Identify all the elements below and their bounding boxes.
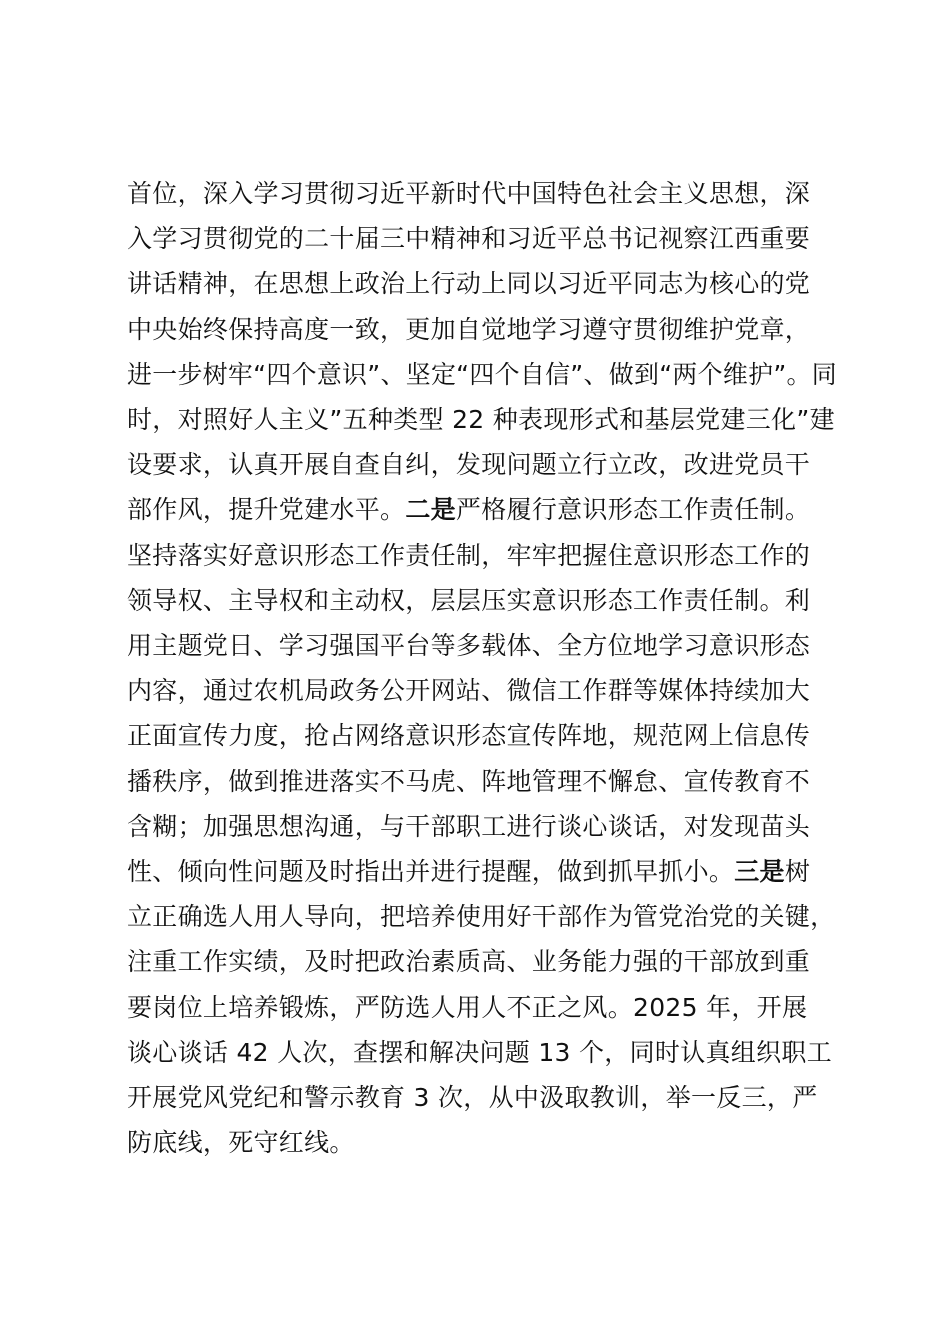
text-segment: 部作风，提升党建水平。 <box>127 495 406 525</box>
bold-heading-marker: 二是 <box>405 495 456 525</box>
text-line <box>127 894 837 939</box>
text-line <box>127 939 837 984</box>
text-line <box>127 533 837 578</box>
text-segment: 时，对照好人主义”五种类型 22 种表现形式和基层党建三化”建 <box>127 405 835 435</box>
text-segment: 防底线，死守红线。 <box>127 1128 355 1158</box>
bold-heading-marker: 三是 <box>734 857 785 887</box>
text-segment: 树 <box>784 857 811 887</box>
text-segment: 中央始终保持高度一致，更加自觉地学习遵守贯彻维护党章， <box>127 314 811 344</box>
text-line <box>127 307 837 352</box>
text-line <box>127 668 837 713</box>
text-segment: 注重工作实绩，及时把政治素质高、业务能力强的干部放到重 <box>127 947 811 977</box>
text-line <box>127 442 837 487</box>
text-line <box>127 487 837 532</box>
text-segment: 内容，通过农机局政务公开网站、微信工作群等媒体持续加大 <box>127 676 811 706</box>
text-segment: 立正确选人用人导向，把培养使用好干部作为管党治党的关键， <box>127 902 836 932</box>
body-paragraph <box>127 171 837 1165</box>
text-segment: 要岗位上培养锻炼，严防选人用人不正之风。2025 年，开展 <box>127 992 808 1022</box>
text-line <box>127 578 837 623</box>
text-line <box>127 849 837 894</box>
text-line <box>127 216 837 261</box>
text-line <box>127 397 837 442</box>
text-segment: 播秩序，做到推进落实不马虎、阵地管理不懈怠、宣传教育不 <box>127 766 811 796</box>
text-line <box>127 759 837 804</box>
text-segment: 领导权、主导权和主动权，层层压实意识形态工作责任制。利 <box>127 585 811 615</box>
text-line <box>127 1075 837 1120</box>
text-line <box>127 352 838 397</box>
text-line <box>127 985 837 1030</box>
text-line <box>127 1120 837 1165</box>
text-line <box>127 1030 837 1075</box>
text-line <box>127 713 837 758</box>
text-segment: 开展党风党纪和警示教育 3 次，从中汲取教训，举一反三，严 <box>127 1083 818 1113</box>
text-segment: 用主题党日、学习强国平台等多载体、全方位地学习意识形态 <box>127 631 811 661</box>
text-line <box>127 804 837 849</box>
text-segment: 设要求，认真开展自查自纠，发现问题立行立改，改进党员干 <box>127 450 811 480</box>
text-line <box>127 623 837 668</box>
text-line <box>127 171 837 216</box>
text-segment: 进一步树牢“四个意识”、坚定“四个自信”、做到“两个维护”。同 <box>127 359 838 389</box>
text-segment: 严格履行意识形态工作责任制。 <box>455 495 811 525</box>
text-segment: 正面宣传力度，抢占网络意识形态宣传阵地，规范网上信息传 <box>127 721 811 751</box>
text-line <box>127 261 837 306</box>
text-segment: 性、倾向性问题及时指出并进行提醒，做到抓早抓小。 <box>127 857 735 887</box>
text-segment: 讲话精神，在思想上政治上行动上同以习近平同志为核心的党 <box>127 269 811 299</box>
text-segment: 坚持落实好意识形态工作责任制，牢牢把握住意识形态工作的 <box>127 540 811 570</box>
text-segment: 谈心谈话 42 人次，查摆和解决问题 13 个，同时认真组织职工 <box>127 1037 833 1067</box>
text-segment: 首位，深入学习贯彻习近平新时代中国特色社会主义思想，深 <box>127 179 811 208</box>
text-segment: 入学习贯彻党的二十届三中精神和习近平总书记视察江西重要 <box>127 224 811 254</box>
text-segment: 含糊；加强思想沟通，与干部职工进行谈心谈话，对发现苗头 <box>127 811 811 841</box>
